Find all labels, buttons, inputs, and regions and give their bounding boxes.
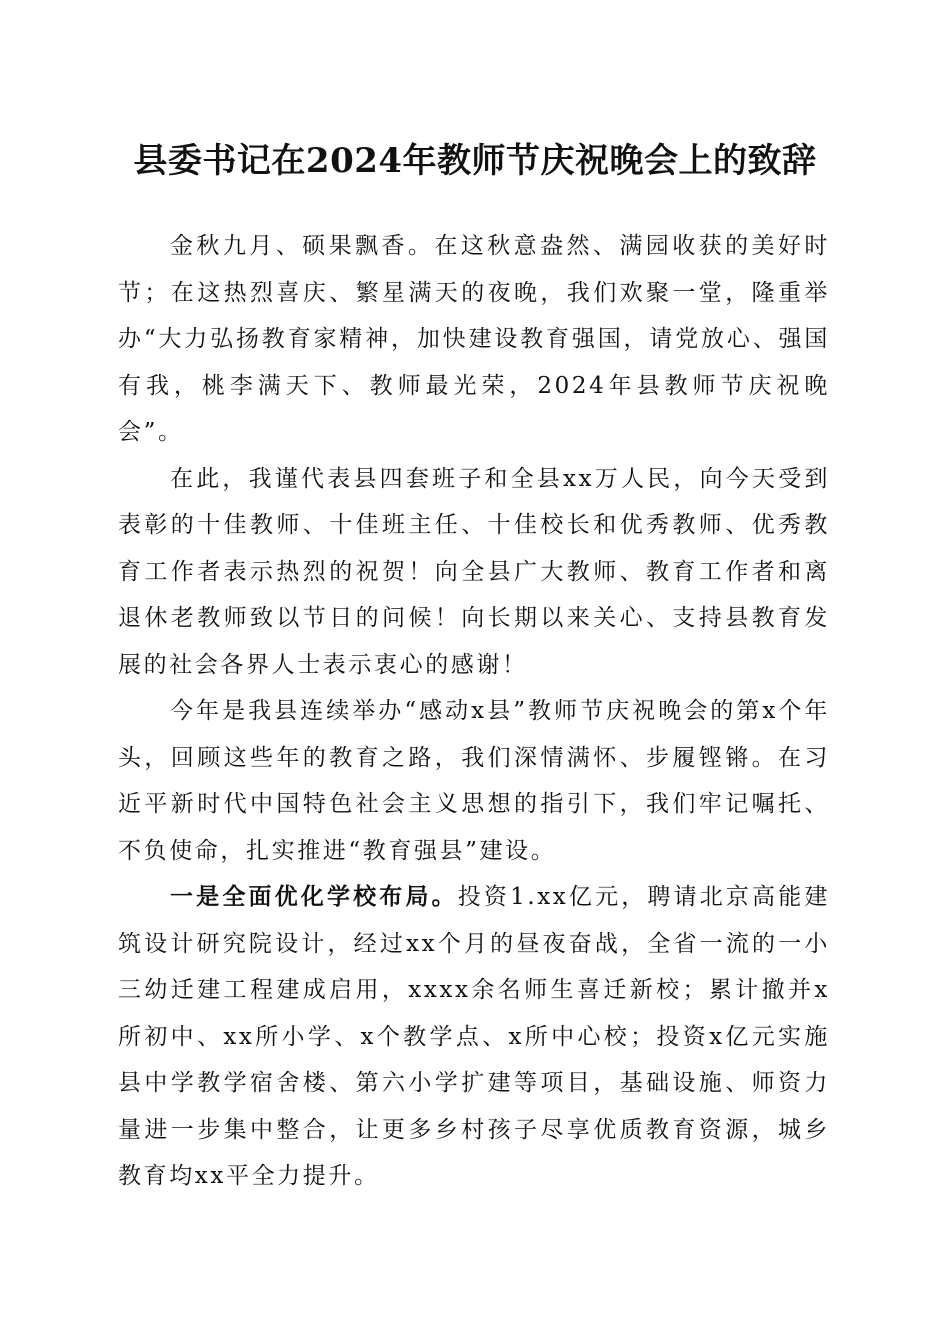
paragraph-text: 金秋九月、硕果飘香。在这秋意盎然、满园收获的美好时节；在这热烈喜庆、繁星满天的夜晚，我们欢聚一堂，隆重举办“大力弘扬教育家精神，加快建设教育强国，请党放心、强国有我，桃李满天下、教师最光荣，2024年县教师节庆祝晚会”。 — [118, 233, 830, 445]
paragraph-4 — [118, 874, 830, 1200]
document-body — [118, 223, 830, 1200]
paragraph-text: 在此，我谨代表县四套班子和全县xx万人民，向今天受到表彰的十佳教师、十佳班主任、十佳校长和优秀教师、优秀教育工作者表示热烈的祝贺！向全县广大教师、教育工作者和离退休老教师致以节日的问候！向长期以来关心、支持县教育发展的社会各界人士表示衷心的感谢！ — [118, 465, 830, 678]
paragraph-3 — [118, 688, 830, 874]
paragraph-lead-heading: 一是全面优化学校布局。 — [170, 883, 458, 910]
paragraph-2 — [118, 456, 830, 689]
paragraph-text: 投资1.xx亿元，聘请北京高能建筑设计研究院设计，经过xx个月的昼夜奋战，全省一流的一小三幼迁建工程建成启用，xxxx余名师生喜迁新校；累计撤并x所初中、xx所小学、x个教学点、x所中心校；投资x亿元实施县中学教学宿舍楼、第六小学扩建等项目，基础设施、师资力量进一步集中整合，让更多乡村孩子尽享优质教育资源，城乡教育均xx平全力提升。 — [118, 884, 830, 1189]
paragraph-1 — [118, 223, 830, 456]
document-title: 县委书记在2024年教师节庆祝晚会上的致辞 — [133, 141, 817, 181]
paragraph-text: 今年是我县连续举办“感动x县”教师节庆祝晚会的第x个年头，回顾这些年的教育之路，我们深情满怀、步履铿锵。在习近平新时代中国特色社会主义思想的指引下，我们牢记嘱托、不负使命，扎实推进“教育强县”建设。 — [118, 698, 830, 864]
